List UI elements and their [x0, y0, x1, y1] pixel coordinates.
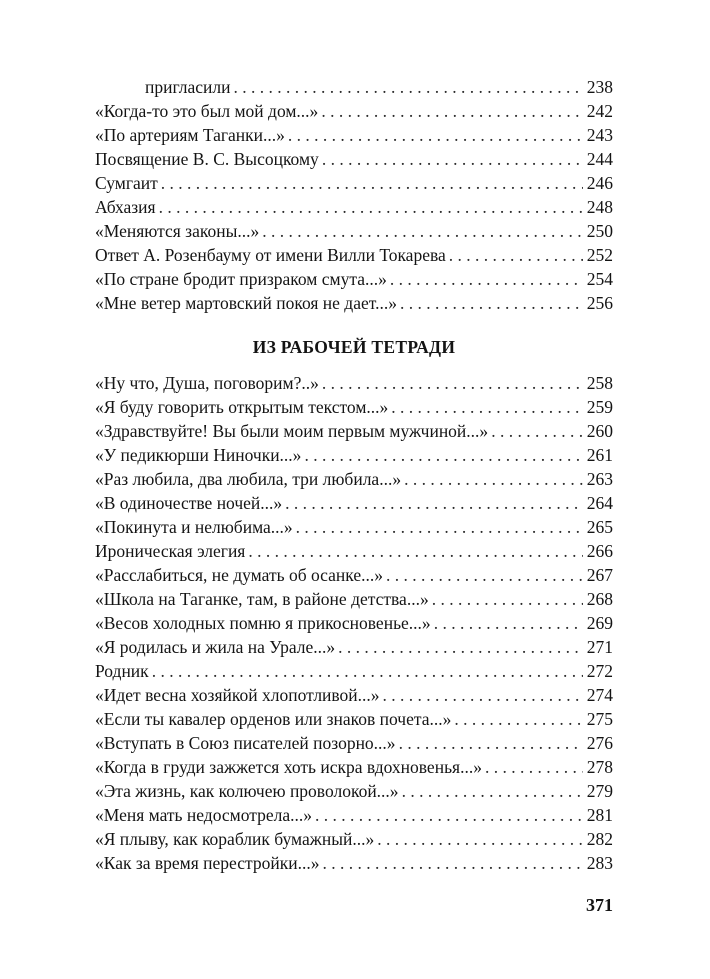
dot-leader	[285, 491, 583, 515]
dot-leader	[399, 731, 583, 755]
toc-entry-title: «Покинута и нелюбима...»	[95, 517, 293, 537]
toc-entry	[95, 563, 613, 587]
toc-entry-title: «Когда-то это был мой дом...»	[95, 101, 319, 121]
toc-entry	[95, 443, 613, 467]
dot-leader	[485, 755, 583, 779]
toc-entry	[95, 539, 613, 563]
dot-leader	[386, 563, 583, 587]
toc-entry-page: 252	[586, 245, 613, 265]
toc-entry-title: Сумгаит	[95, 173, 158, 193]
toc-entry-page: 276	[586, 733, 613, 753]
toc-entry	[95, 467, 613, 491]
toc-entry-title: «Ну что, Душа, поговорим?..»	[95, 373, 319, 393]
toc-entry	[95, 75, 613, 99]
table-of-contents	[95, 75, 613, 875]
toc-entries-group	[95, 75, 613, 315]
toc-entry-page: 238	[586, 77, 613, 97]
dot-leader	[434, 611, 583, 635]
toc-entry	[95, 851, 613, 875]
toc-entry-title: «Я плыву, как кораблик бумажный...»	[95, 829, 375, 849]
toc-entry-title: «Здравствуйте! Вы были моим первым мужчиной...»	[95, 421, 489, 441]
dot-leader	[161, 171, 583, 195]
dot-leader	[377, 827, 583, 851]
toc-entry-title: «Когда в груди зажжется хоть искра вдохновенья...»	[95, 757, 482, 777]
toc-entry-page: 268	[586, 589, 613, 609]
toc-entry-page: 260	[586, 421, 613, 441]
toc-entry	[95, 515, 613, 539]
toc-entry-title: «Школа на Таганке, там, в районе детства...»	[95, 589, 429, 609]
toc-entry-page: 271	[586, 637, 613, 657]
toc-entry-page: 275	[586, 709, 613, 729]
toc-entry-page: 244	[586, 149, 613, 169]
toc-entry	[95, 147, 613, 171]
toc-entry	[95, 419, 613, 443]
toc-entry-page: 250	[586, 221, 613, 241]
toc-entry	[95, 195, 613, 219]
toc-entry-title: «Как за время перестройки...»	[95, 853, 320, 873]
toc-entry-page: 269	[586, 613, 613, 633]
toc-entry-page: 266	[586, 541, 613, 561]
toc-entry	[95, 243, 613, 267]
toc-entry-page: 259	[586, 397, 613, 417]
toc-entry	[95, 755, 613, 779]
toc-entry-page: 258	[586, 373, 613, 393]
toc-entry-page: 256	[586, 293, 613, 313]
toc-entry-page: 261	[586, 445, 613, 465]
dot-leader	[262, 219, 583, 243]
toc-entry-title: Ироническая элегия	[95, 541, 246, 561]
toc-entry-title: «По артериям Таганки...»	[95, 125, 285, 145]
toc-entry	[95, 219, 613, 243]
section-heading: ИЗ РАБОЧЕЙ ТЕТРАДИ	[252, 337, 456, 357]
toc-entry-title: Посвящение В. С. Высоцкому	[95, 149, 319, 169]
toc-entry-title: «Весов холодных помню я прикосновенье...»	[95, 613, 431, 633]
toc-entry-title: Абхазия	[95, 197, 156, 217]
toc-entry-page: 265	[586, 517, 613, 537]
dot-leader	[159, 195, 583, 219]
dot-leader	[321, 99, 582, 123]
dot-leader	[338, 635, 583, 659]
dot-leader	[304, 443, 582, 467]
toc-entry-page: 274	[586, 685, 613, 705]
toc-entry-page: 278	[586, 757, 613, 777]
toc-entries-group	[95, 371, 613, 875]
dot-leader	[404, 467, 583, 491]
toc-entry-title: «Я родилась и жила на Урале...»	[95, 637, 336, 657]
toc-entry-title: «У педикюрши Ниночки...»	[95, 445, 302, 465]
toc-entry-title: «Идет весна хозяйкой хлопотливой...»	[95, 685, 380, 705]
toc-entry-page: 267	[586, 565, 613, 585]
toc-entry-page: 243	[586, 125, 613, 145]
dot-leader	[432, 587, 583, 611]
toc-entry	[95, 635, 613, 659]
toc-entry-page: 246	[586, 173, 613, 193]
toc-entry	[95, 659, 613, 683]
dot-leader	[383, 683, 583, 707]
toc-entry-page: 242	[586, 101, 613, 121]
dot-leader	[323, 851, 583, 875]
toc-entry	[95, 683, 613, 707]
toc-entry	[95, 491, 613, 515]
toc-entry-title: «Эта жизнь, как колючею проволокой...»	[95, 781, 399, 801]
toc-entry	[95, 803, 613, 827]
toc-entry	[95, 267, 613, 291]
dot-leader	[400, 291, 583, 315]
toc-entry	[95, 827, 613, 851]
toc-entry-title: «Меняются законы...»	[95, 221, 260, 241]
toc-entry-title: Ответ А. Розенбауму от имени Вилли Токарева	[95, 245, 446, 265]
toc-entry	[95, 707, 613, 731]
toc-entry-title: «Меня мать недосмотрела...»	[95, 805, 313, 825]
toc-entry-title: «Расслабиться, не думать об осанке...»	[95, 565, 383, 585]
toc-entry	[95, 371, 613, 395]
toc-entry-title: Родник	[95, 661, 149, 681]
dot-leader	[296, 515, 583, 539]
dot-leader	[234, 75, 583, 99]
toc-entry	[95, 587, 613, 611]
toc-entry-title: «Если ты кавалер орденов или знаков почета...»	[95, 709, 452, 729]
toc-entry-page: 254	[586, 269, 613, 289]
dot-leader	[391, 395, 582, 419]
toc-entry-page: 264	[586, 493, 613, 513]
toc-entry-page: 248	[586, 197, 613, 217]
dot-leader	[288, 123, 583, 147]
toc-entry	[95, 779, 613, 803]
toc-entry-title: «Мне ветер мартовский покоя не дает...»	[95, 293, 397, 313]
page-number: 371	[586, 895, 613, 915]
toc-entry	[95, 171, 613, 195]
toc-entry-title: «В одиночестве ночей...»	[95, 493, 283, 513]
toc-entry-title: «Раз любила, два любила, три любила...»	[95, 469, 402, 489]
dot-leader	[449, 243, 583, 267]
dot-leader	[454, 707, 582, 731]
toc-entry-page: 283	[586, 853, 613, 873]
toc-entry-page: 272	[586, 661, 613, 681]
toc-entry-page: 279	[586, 781, 613, 801]
toc-entry-title: пригласили	[145, 77, 231, 97]
dot-leader	[315, 803, 583, 827]
toc-entry-page: 281	[586, 805, 613, 825]
toc-entry-title: «Я буду говорить открытым текстом...»	[95, 397, 389, 417]
dot-leader	[390, 267, 583, 291]
toc-entry	[95, 611, 613, 635]
toc-entry-page: 263	[586, 469, 613, 489]
toc-entry	[95, 395, 613, 419]
dot-leader	[322, 371, 583, 395]
toc-entry	[95, 731, 613, 755]
dot-leader	[491, 419, 583, 443]
toc-entry-page: 282	[586, 829, 613, 849]
toc-entry-title: «По стране бродит призраком смута...»	[95, 269, 387, 289]
dot-leader	[322, 147, 583, 171]
toc-entry	[95, 99, 613, 123]
toc-entry	[95, 291, 613, 315]
dot-leader	[402, 779, 583, 803]
toc-entry	[95, 123, 613, 147]
dot-leader	[248, 539, 582, 563]
dot-leader	[152, 659, 583, 683]
toc-entry-title: «Вступать в Союз писателей позорно...»	[95, 733, 396, 753]
